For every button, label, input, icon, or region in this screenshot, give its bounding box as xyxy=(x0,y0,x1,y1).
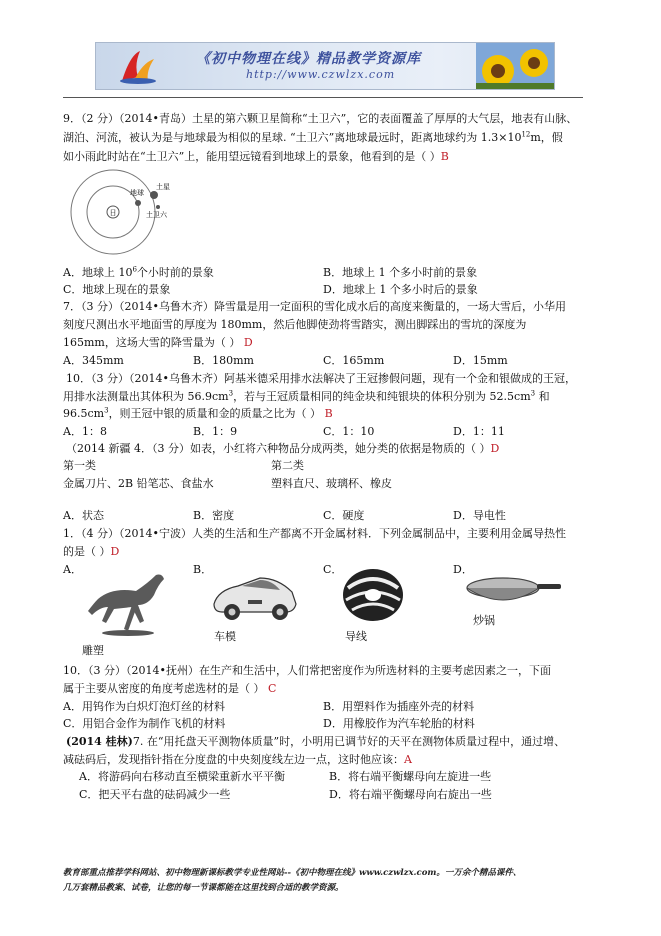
wire-coil-image xyxy=(338,566,408,624)
q9-option-a: A．地球上 $10^6$个小时前的景象 xyxy=(63,265,214,279)
car-model-image xyxy=(208,570,300,622)
banner-title: 《初中物理在线》精品教学资源库 xyxy=(196,51,421,67)
q10a-option-a: A．1：8 xyxy=(63,425,107,438)
q1-option-a: A． xyxy=(63,563,82,576)
q1-option-c: C． xyxy=(323,563,343,576)
q10a-answer: B xyxy=(324,407,333,420)
q4-option-b: B．密度 xyxy=(193,509,235,522)
q4-answer: D xyxy=(490,442,500,455)
fig-sun-label: 日 xyxy=(109,209,117,217)
q4-col1-head: 第一类 xyxy=(63,459,96,472)
logo-icon xyxy=(118,47,158,85)
q7b-line2: 减砝码后，发现指针指在分度盘的中央刻度线左边一点，这时他应该：A xyxy=(63,753,412,766)
q7-line3: 165mm，这场大雪的降雪量为（ ） D xyxy=(63,336,253,349)
q7-line1: 7．（3 分）（2014•乌鲁木齐）降雪量是用一定面积的雪化成水后的高度来衡量的，一场大雪后，小华用 xyxy=(63,300,566,313)
q7-option-c: C．165mm xyxy=(323,354,385,367)
q10b-option-b: B．用塑料作为插座外壳的材料 xyxy=(323,700,475,713)
q10a-option-d: D．1：11 xyxy=(453,425,505,438)
q10b-line1: 10．（3 分）（2014•抚州）在生产和生活中，人们常把密度作为所选材料的主要考虑因素之一，下面 xyxy=(63,664,551,677)
q4-col1-items: 金属刀片、2B 铅笔芯、食盐水 xyxy=(63,477,214,490)
q1-line2: 的是（ ）D xyxy=(63,545,120,558)
q7-option-d: D．15mm xyxy=(453,354,508,367)
footer-line1: 教育部重点推荐学科网站、初中物理新课标教学专业性网站--《初中物理在线》www.czwlzx.com。一万余个精品课件、 xyxy=(63,868,522,878)
q4-option-a: A．状态 xyxy=(63,509,104,522)
horse-sculpture-image xyxy=(78,565,178,637)
q10b-answer: C xyxy=(268,682,277,695)
q10b-option-c: C．用铝合金作为制作飞机的材料 xyxy=(63,717,226,730)
q7b-option-a: A．将游码向右移动直至横梁重新水平平衡 xyxy=(79,770,285,783)
orbit-diagram xyxy=(68,165,178,261)
header-banner xyxy=(95,42,555,90)
q1-caption-a: 雕塑 xyxy=(82,644,104,657)
q10a-option-b: B．1：9 xyxy=(193,425,238,438)
q10a-line1: 10．（3 分）（2014•乌鲁木齐）阿基米德采用排水法解决了王冠掺假问题，现有一个金和银做成的王冠， xyxy=(66,372,576,385)
q4-option-d: D．导电性 xyxy=(453,509,506,522)
q4-line1: （2014 新疆 4．（3 分）如表，小红将六种物品分成两类，她分类的依据是物质的（ ）D xyxy=(66,442,500,455)
q1-answer: D xyxy=(110,545,120,558)
q7-answer: D xyxy=(243,336,253,349)
q7b-option-c: C．把天平右盘的砝码减少一些 xyxy=(79,788,231,801)
q9-answer: B xyxy=(440,150,449,163)
q10b-option-a: A．用钨作为白炽灯泡灯丝的材料 xyxy=(63,700,225,713)
header-rule xyxy=(63,97,583,98)
q7b-answer: A xyxy=(404,753,412,766)
banner-url[interactable]: http://www.czwlzx.com xyxy=(246,68,396,81)
q7b-option-d: D．将右端平衡螺母向右旋出一些 xyxy=(329,788,492,801)
q10a-line2: 用排水法测量出其体积为 $56.9cm^3$，若与王冠质量相同的纯金块和纯银块的体积分别为 $52.5cm^3$ 和 xyxy=(63,389,550,403)
fig-saturn-label: 土星 xyxy=(156,183,170,191)
q4-option-c: C．硬度 xyxy=(323,509,365,522)
q4-col2-head: 第二类 xyxy=(271,459,304,472)
sunflower-icon xyxy=(476,43,554,89)
q9-line2: 湖泊、河流，被认为是与地球最为相似的星球. “土卫六”离地球最远时，距离地球约为 $1.3\times 10^{12}m$，假 xyxy=(63,130,563,144)
q7b-line1: (2014 桂林)7. 在“用托盘天平测物体质量”时，小明用已调节好的天平在测物体质量过程中，通过增、 xyxy=(66,735,566,748)
q10a-line3: $96.5cm^3$，则王冠中银的质量和金的质量之比为（ ） B xyxy=(63,406,333,420)
q9-option-c: C．地球上现在的景象 xyxy=(63,283,171,296)
q9-line1: 9．（2 分）（2014•青岛）土星的第六颗卫星简称“土卫六”，它的表面覆盖了厚厚的大气层，地表有山脉、 xyxy=(63,112,578,125)
q9-option-b: B．地球上 1 个多小时前的景象 xyxy=(323,266,478,279)
q10b-line2: 属于主要从密度的角度考虑选材的是（ ） C xyxy=(63,682,277,695)
footer-line2: 几万套精品教案、试卷，让您的每一节课都能在这里找到合适的教学资源。 xyxy=(63,883,344,893)
q10b-option-d: D．用橡胶作为汽车轮胎的材料 xyxy=(323,717,475,730)
q7b-option-b: B．将右端平衡螺母向左旋进一些 xyxy=(329,770,492,783)
fig-titan-label: 土卫六 xyxy=(146,211,167,219)
q7-option-a: A．345mm xyxy=(63,354,124,367)
q9-line3: 如小雨此时站在“土卫六”上，能用望远镜看到地球上的景象，他看到的是（ ）B xyxy=(63,150,449,163)
q1-caption-c: 导线 xyxy=(345,630,367,643)
q9-option-d: D．地球上 1 个多小时后的景象 xyxy=(323,283,478,296)
q4-col2-items: 塑料直尺、玻璃杯、橡皮 xyxy=(271,477,392,490)
q1-caption-d: 炒锅 xyxy=(473,614,495,627)
wok-image xyxy=(463,572,563,608)
q1-option-d: D． xyxy=(453,563,473,576)
q1-line1: 1．（4 分）（2014•宁波）人类的生活和生产都离不开金属材料．下列金属制品中，主要利用金属导热性 xyxy=(63,527,566,540)
q7-line2: 刻度尺测出水平地面雪的厚度为 180mm，然后他脚使劲将雪踏实，测出脚踩出的雪坑的深度为 xyxy=(63,318,527,331)
q7-option-b: B．180mm xyxy=(193,354,254,367)
q1-option-b: B． xyxy=(193,563,213,576)
q10a-option-c: C．1：10 xyxy=(323,425,375,438)
q1-caption-b: 车模 xyxy=(214,630,236,643)
fig-earth-label: 地球 xyxy=(130,189,144,197)
